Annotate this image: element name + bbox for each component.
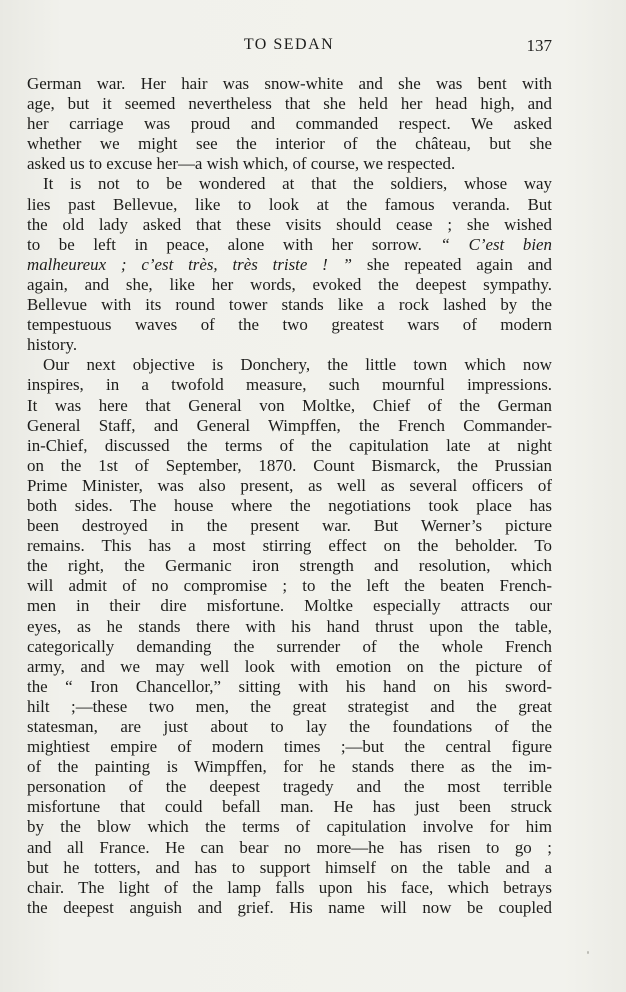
text-line: been destroyed in the present war. But Werner’s picture — [27, 516, 552, 536]
page-header — [28, 36, 550, 60]
body-text — [27, 74, 552, 918]
paper-speck — [587, 951, 589, 954]
text-line: again, and she, like her words, evoked the deepest sympathy. — [27, 274, 552, 294]
text-segment: to be left in peace, alone with her sorrow. — [27, 234, 422, 254]
text-line — [27, 255, 552, 275]
text-line: of the painting is Wimpffen, for he stands there as the im- — [27, 757, 552, 777]
text-line: and all France. He can bear no more—he has risen to go ; — [27, 837, 552, 857]
text-line: inspires, in a twofold measure, such mournful impressions. — [27, 375, 552, 395]
text-line: on the 1st of September, 1870. Count Bismarck, the Prussian — [27, 455, 552, 475]
text-line: tempestuous waves of the two greatest wars of modern — [27, 315, 552, 335]
text-line: in-Chief, discussed the terms of the capitulation late at night — [27, 435, 552, 455]
text-line: army, and we may well look with emotion on the picture of — [27, 656, 552, 676]
text-line: It was here that General von Moltke, Chief of the German — [27, 395, 552, 415]
text-line: categorically demanding the surrender of the whole French — [27, 636, 552, 656]
italic-quote: “ C’est bien — [440, 234, 552, 254]
text-line: asked us to excuse her—a wish which, of course, we respected. — [27, 154, 456, 174]
text-line: mightiest empire of modern times ;—but the central figure — [27, 737, 552, 757]
text-line: history. — [27, 335, 78, 355]
text-line: by the blow which the terms of capitulation involve for him — [27, 817, 552, 837]
text-line: will admit of no compromise ; to the left the beaten French- — [27, 576, 552, 596]
text-line: men in their dire misfortune. Moltke especially attracts our — [27, 596, 552, 616]
text-line — [27, 235, 552, 255]
text-line: but he totters, and has to support himself on the table and a — [27, 857, 552, 877]
text-segment: she repeated again and — [352, 254, 553, 274]
text-line: lies past Bellevue, like to look at the famous veranda. But — [27, 194, 552, 214]
text-line: the right, the Germanic iron strength and resolution, which — [27, 556, 552, 576]
page-number: 137 — [526, 36, 552, 55]
text-line: the old lady asked that these visits should cease ; she wished — [27, 214, 552, 234]
text-line: both sides. The house where the negotiations took place has — [27, 495, 552, 515]
text-line: Prime Minister, was also present, as well as several officers of — [27, 475, 552, 495]
text-line: hilt ;—these two men, the great strategist and the great — [27, 696, 552, 716]
text-line: her carriage was proud and commanded respect. We asked — [27, 114, 552, 134]
text-line: statesman, are just about to lay the foundations of the — [27, 717, 552, 736]
text-line: misfortune that could befall man. He has just been struck — [27, 797, 552, 817]
text-line: chair. The light of the lamp falls upon his face, which betrays — [27, 877, 552, 897]
text-line: whether we might see the interior of the château, but she — [27, 134, 552, 154]
text-line: Our next objective is Donchery, the little town which now — [43, 355, 552, 375]
text-line: eyes, as he stands there with his hand thrust upon the table, — [27, 616, 552, 636]
text-line: It is not to be wondered at that the soldiers, whose way — [43, 174, 552, 194]
italic-quote: malheureux ; c’est très, très triste ! ” — [27, 254, 353, 274]
text-line: German war. Her hair was snow-white and she was bent with — [27, 74, 552, 93]
text-line: age, but it seemed nevertheless that she held her head high, and — [27, 94, 552, 114]
text-line: Bellevue with its round tower stands like a rock lashed by the — [27, 295, 552, 315]
text-line: General Staff, and General Wimpffen, the French Commander- — [27, 415, 552, 435]
text-line: the deepest anguish and grief. His name will now be coupled — [27, 897, 552, 917]
text-line: the “ Iron Chancellor,” sitting with his hand on his sword- — [27, 676, 552, 696]
text-line: remains. This has a most stirring effect on the beholder. To — [27, 536, 552, 556]
running-head: TO SEDAN — [243, 36, 335, 53]
text-line: personation of the deepest tragedy and the most terrible — [27, 777, 552, 797]
